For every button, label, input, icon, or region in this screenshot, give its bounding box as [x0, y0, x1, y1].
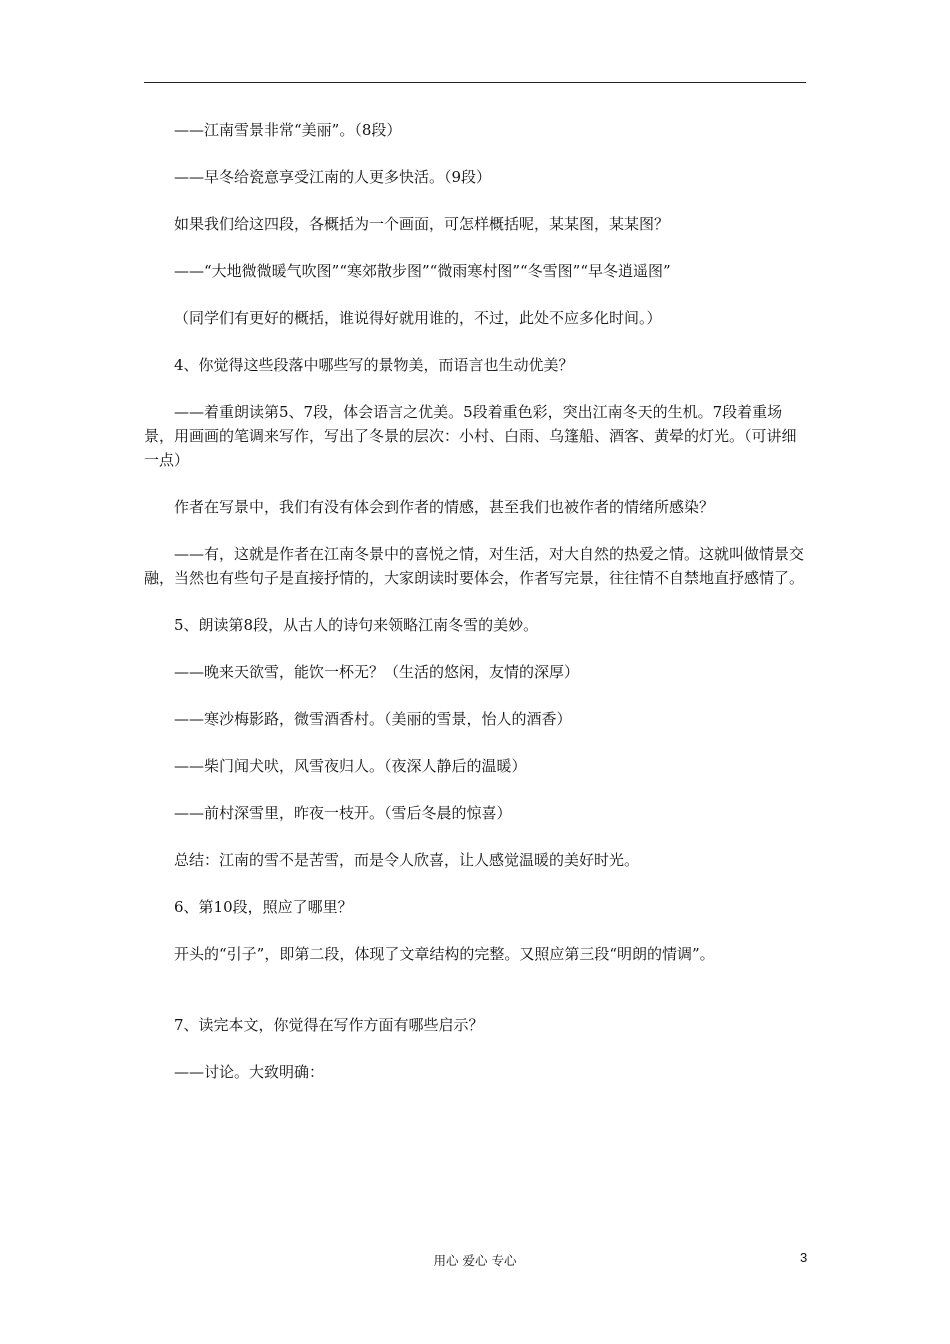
header-rule: [144, 82, 806, 83]
paragraph: 开头的“引子”，即第二段，体现了文章结构的完整。又照应第三段“明朗的情调”。: [174, 945, 715, 963]
paragraph: ——有，这就是作者在江南冬景中的喜悦之情，对生活，对大自然的热爱之情。这就叫做情景交融，当然也有些句子是直接抒情的，大家朗读时要体会，作者写完景，往往情不自禁地直抒感情了。: [144, 545, 805, 587]
paragraph: （同学们有更好的概括，谁说得好就用谁的，不过，此处不应多化时间。）: [174, 309, 662, 327]
paragraph: 7、读完本文，你觉得在写作方面有哪些启示？: [174, 1016, 484, 1034]
paragraph: 6、第10段，照应了哪里？: [174, 898, 353, 916]
paragraph: ——“大地微微暖气吹图”“寒郊散步图”“微雨寒村图”“冬雪图”“早冬逍遥图”: [174, 262, 671, 280]
paragraph: ——讨论。大致明确：: [174, 1063, 325, 1081]
paragraph: 4、你觉得这些段落中哪些写的景物美，而语言也生动优美？: [174, 356, 574, 374]
paragraph: 作者在写景中，我们有没有体会到作者的情感，甚至我们也被作者的情绪所感染？: [174, 498, 715, 516]
paragraph: ——江南雪景非常“美丽”。（8段）: [174, 121, 402, 139]
paragraph: ——着重朗读第5、7段，体会语言之优美。5段着重色彩，突出江南冬天的生机。7段着重场景，用画画的笔调来写作，写出了冬景的层次：小村、白雨、乌篷船、酒客、黄晕的灯光。（可讲细一点）: [144, 403, 797, 469]
paragraph: ——柴门闻犬吠，风雪夜归人。（夜深人静后的温暖）: [174, 757, 527, 775]
footer-motto: 用心 爱心 专心: [433, 1253, 517, 1268]
paragraph: 总结：江南的雪不是苦雪，而是令人欣喜，让人感觉温暖的美好时光。: [174, 851, 640, 869]
paragraph: 如果我们给这四段，各概括为一个画面，可怎样概括呢，某某图，某某图？: [174, 215, 670, 233]
paragraph: ——前村深雪里，昨夜一枝开。（雪后冬晨的惊喜）: [174, 804, 512, 822]
paragraph: ——晚来天欲雪，能饮一杯无？（生活的悠闲，友情的深厚）: [174, 663, 580, 681]
paragraph: ——寒沙梅影路，微雪酒香村。（美丽的雪景，怡人的酒香）: [174, 710, 572, 728]
paragraph: 5、朗读第8段，从古人的诗句来领略江南冬雪的美妙。: [174, 616, 539, 634]
paragraph: ——早冬给瓷意享受江南的人更多快活。（9段）: [174, 168, 492, 186]
document-body: [144, 118, 808, 1107]
page-number: 3: [800, 1250, 808, 1265]
